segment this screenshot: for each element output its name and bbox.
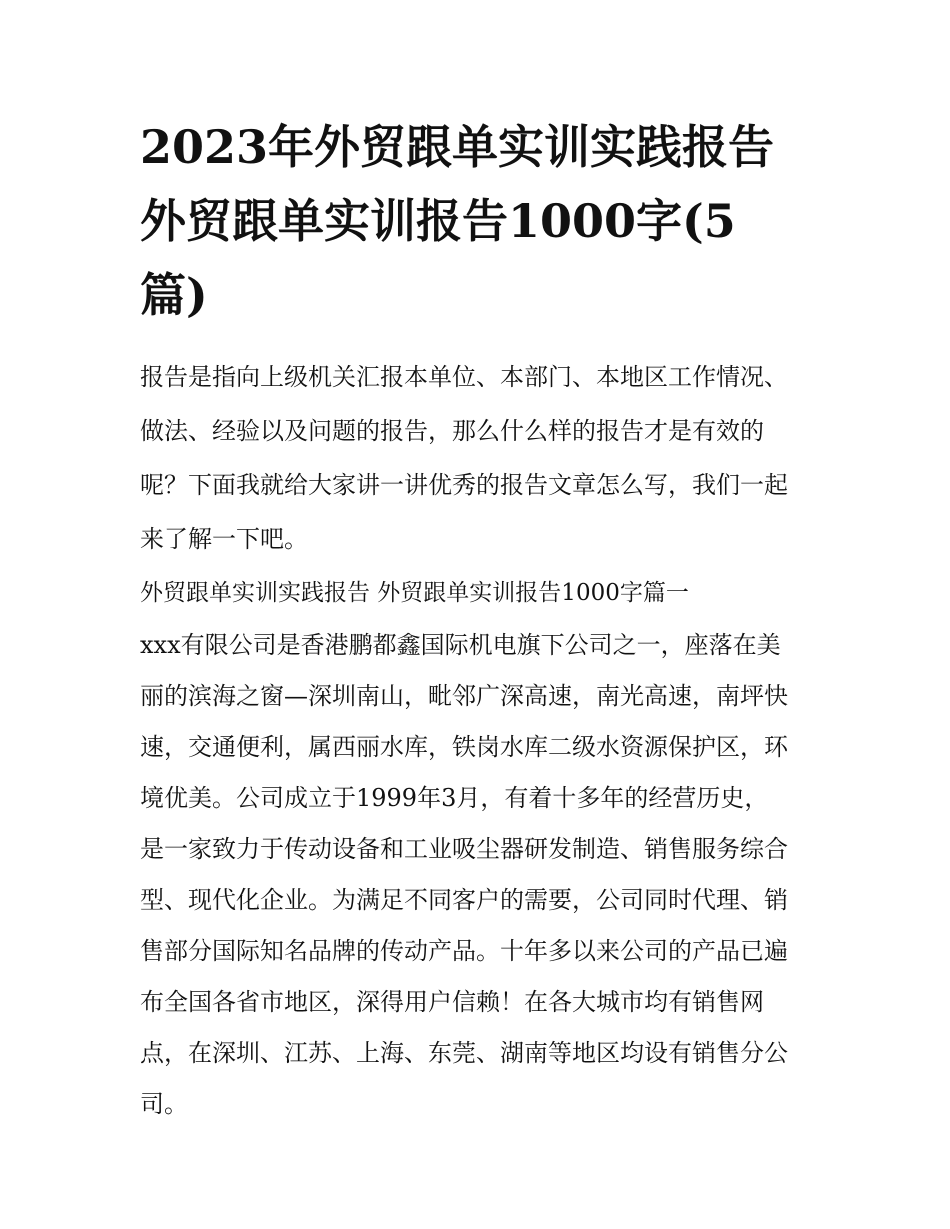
intro-line-2: 做法、经验以及问题的报告，那么什么样的报告才是有效的: [140, 417, 764, 445]
body-line-6: 型、现代化企业。为满足不同客户的需要，公司同时代理、销: [140, 886, 788, 914]
section-heading: 外贸跟单实训实践报告 外贸跟单实训报告1000字篇一: [140, 580, 689, 606]
intro-paragraph: [140, 350, 820, 566]
intro-line-3: 呢？下面我就给大家讲一讲优秀的报告文章怎么写，我们一起: [140, 471, 788, 499]
body-line-1: xxx有限公司是香港鹏都鑫国际机电旗下公司之一，座落在美: [140, 631, 781, 659]
body-paragraph: [140, 620, 820, 1130]
title-line-1: 2023年外贸跟单实训实践报告: [140, 120, 775, 174]
body-line-3: 速，交通便利，属西丽水库，铁岗水库二级水资源保护区，环: [140, 733, 788, 761]
body-line-7: 售部分国际知名品牌的传动产品。十年多以来公司的产品已遍: [140, 937, 788, 965]
title-line-3: 篇): [140, 268, 208, 322]
body-line-5: 是一家致力于传动设备和工业吸尘器研发制造、销售服务综合: [140, 835, 788, 863]
body-line-9: 点，在深圳、江苏、上海、东莞、湖南等地区均设有销售分公: [140, 1039, 788, 1067]
title-line-2: 外贸跟单实训报告1000字(5: [140, 194, 736, 248]
body-line-8: 布全国各省市地区，深得用户信赖！在各大城市均有销售网: [140, 988, 764, 1016]
body-line-2: 丽的滨海之窗—深圳南山，毗邻广深高速，南光高速，南坪快: [140, 682, 788, 710]
document-page: [140, 110, 820, 1130]
intro-line-1: 报告是指向上级机关汇报本单位、本部门、本地区工作情况、: [140, 363, 788, 391]
document-title: [140, 110, 820, 332]
body-line-4: 境优美。公司成立于1999年3月，有着十多年的经营历史，: [140, 784, 769, 812]
body-line-10: 司。: [140, 1090, 188, 1118]
intro-line-4: 来了解一下吧。: [140, 525, 308, 553]
